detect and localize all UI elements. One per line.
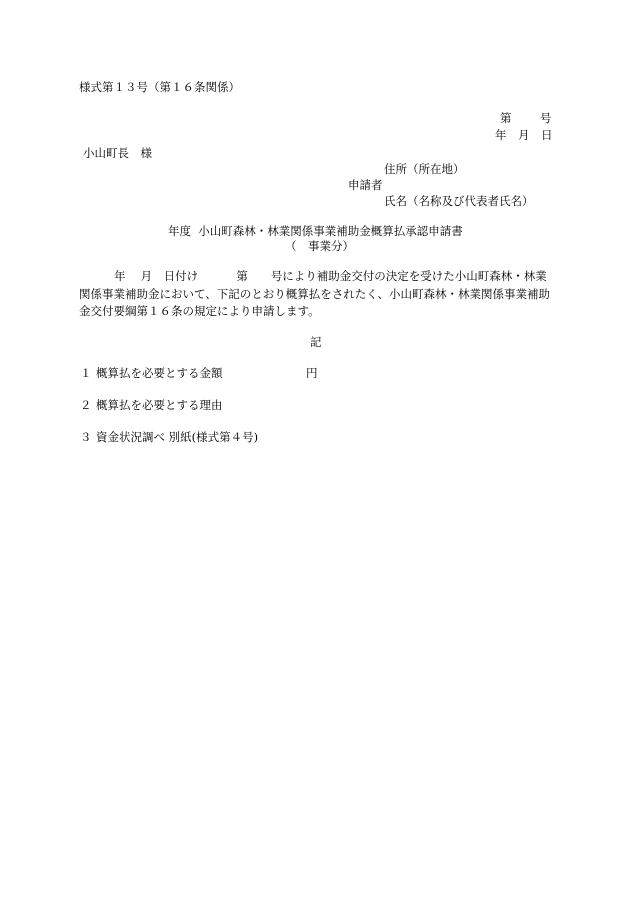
form-number: 様式第１３号（第１６条関係）	[79, 80, 240, 94]
ki-heading: 記	[310, 335, 322, 349]
body-paragraph	[79, 268, 556, 321]
date-day: 日	[541, 128, 553, 142]
item-3-label: 資金状況調べ 別紙(様式第４号)	[96, 430, 259, 444]
date-year: 年	[495, 128, 507, 142]
body-month: 月	[140, 269, 153, 283]
document-title: 年度 小山町森林・林業関係事業補助金概算払承認申請書	[168, 224, 463, 238]
item-3-number: ３	[80, 430, 92, 444]
applicant-label: 申請者	[348, 178, 383, 192]
body-number-prefix: 第	[236, 269, 248, 283]
title-project-part: 事業分）	[308, 239, 354, 253]
item-2-number: ２	[80, 398, 92, 412]
item-1-number: １	[80, 366, 92, 380]
body-day: 日付け	[163, 269, 199, 283]
date-month: 月	[518, 128, 530, 142]
item-1-unit: 円	[306, 366, 318, 380]
address-label: 住所（所在地）	[384, 162, 465, 176]
body-year: 年	[114, 269, 126, 283]
item-2-label: 概算払を必要とする理由	[96, 398, 223, 412]
name-label: 氏名（名称及び代表者氏名）	[384, 194, 534, 208]
item-1-label: 概算払を必要とする金額	[96, 366, 223, 380]
title-open-paren: （	[285, 239, 297, 253]
addressee: 小山町長 様	[83, 146, 152, 160]
body-text: 号により補助金交付の決定を受けた小山町森林・林業関係事業補助金において、下記のとおり概算払をされたく、小山町森林・林業関係事業補助金交付要綱第１６条の規定により申請します。	[79, 269, 551, 318]
doc-number-prefix: 第	[500, 111, 512, 125]
doc-number-suffix: 号	[540, 111, 552, 125]
